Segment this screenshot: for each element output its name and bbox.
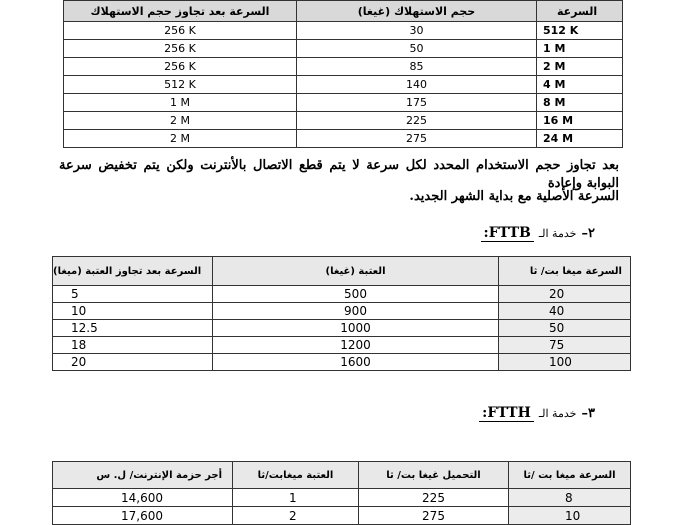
header-speed: السرعة <box>537 1 623 22</box>
header-speed: السرعة ميغا بت/ ثا <box>499 257 631 286</box>
table-row <box>53 337 631 354</box>
cell-volume: 175 <box>297 94 537 112</box>
header-volume: حجم الاستهلاك (غيغا) <box>297 1 537 22</box>
cell-speed: 20 <box>499 286 631 303</box>
table-row <box>53 507 631 525</box>
section-colon: : <box>483 225 489 241</box>
table-header-row <box>53 257 631 286</box>
cell-download: 225 <box>359 489 509 507</box>
cell-volume: 225 <box>297 112 537 130</box>
cell-speed-after: 512 K <box>64 76 297 94</box>
header-speed-after: السرعة بعد تجاوز حجم الاستهلاك <box>64 1 297 22</box>
note-paragraph-line-2: السرعة الأصلية مع بداية الشهر الجديد. <box>409 189 619 204</box>
section-number: ٢– <box>581 226 595 241</box>
cell-speed-after: 256 K <box>64 40 297 58</box>
fttb-table <box>52 256 631 371</box>
table-row <box>64 112 623 130</box>
cell-threshold: 500 <box>213 286 499 303</box>
cell-speed-after: 256 K <box>64 22 297 40</box>
cell-speed: 75 <box>499 337 631 354</box>
table-row <box>53 303 631 320</box>
cell-fee: 14,600 <box>53 489 233 507</box>
table-row <box>64 22 623 40</box>
cell-volume: 275 <box>297 130 537 148</box>
cell-threshold: 1200 <box>213 337 499 354</box>
cell-fee: 17,600 <box>53 507 233 525</box>
cell-speed: 512 K <box>537 22 623 40</box>
cell-speed: 16 M <box>537 112 623 130</box>
table-row <box>64 58 623 76</box>
header-speed: السرعة ميغا بت /ثا <box>509 462 631 489</box>
cell-threshold: 1000 <box>213 320 499 337</box>
cell-speed-after: 10 <box>53 303 213 320</box>
header-threshold: العتبة (غيغا) <box>213 257 499 286</box>
header-speed-after-threshold: السرعة بعد تجاوز العتبة (ميغا) <box>53 257 213 286</box>
cell-threshold: 2 <box>233 507 359 525</box>
cell-speed-after: 20 <box>53 354 213 371</box>
ftth-table <box>52 461 631 525</box>
cell-speed-after: 1 M <box>64 94 297 112</box>
cell-speed: 8 <box>509 489 631 507</box>
cell-threshold: 1 <box>233 489 359 507</box>
cell-speed: 50 <box>499 320 631 337</box>
table-row <box>64 94 623 112</box>
table-row <box>53 354 631 371</box>
cell-speed: 40 <box>499 303 631 320</box>
cell-speed: 2 M <box>537 58 623 76</box>
cell-speed-after: 18 <box>53 337 213 354</box>
cell-volume: 85 <box>297 58 537 76</box>
section-number: ٣– <box>581 406 595 421</box>
section-prefix: خدمة الـ <box>538 227 577 240</box>
section-name-text: FTTB <box>488 225 531 241</box>
cell-download: 275 <box>359 507 509 525</box>
cell-threshold: 900 <box>213 303 499 320</box>
table-header-row <box>64 1 623 22</box>
header-threshold: العتبة ميغابت/ثا <box>233 462 359 489</box>
cell-speed-after: 2 M <box>64 130 297 148</box>
section-prefix: خدمة الـ <box>538 407 577 420</box>
cell-speed: 24 M <box>537 130 623 148</box>
consumption-speed-table <box>63 0 623 148</box>
cell-speed: 100 <box>499 354 631 371</box>
section-name <box>479 405 534 422</box>
header-download: التحميل غيغا بت/ ثا <box>359 462 509 489</box>
cell-speed-after: 12.5 <box>53 320 213 337</box>
note-paragraph-line-1: بعد تجاوز حجم الاستخدام المحدد لكل سرعة لا يتم قطع الاتصال بالأنترنت ولكن يتم تخفيض سرعة البوابة وإعادة <box>59 158 619 191</box>
table-row <box>53 489 631 507</box>
section-name <box>481 225 534 242</box>
table-row <box>53 320 631 337</box>
table-row <box>64 130 623 148</box>
table-header-row <box>53 462 631 489</box>
cell-speed: 8 M <box>537 94 623 112</box>
table-row <box>64 76 623 94</box>
cell-volume: 140 <box>297 76 537 94</box>
cell-volume: 30 <box>297 22 537 40</box>
cell-threshold: 1600 <box>213 354 499 371</box>
cell-speed-after: 256 K <box>64 58 297 76</box>
cell-volume: 50 <box>297 40 537 58</box>
table-row <box>53 286 631 303</box>
section-heading-fttb <box>481 222 595 241</box>
header-fee: أجر حزمة الإنترنت/ ل. س <box>53 462 233 489</box>
table-row <box>64 40 623 58</box>
section-colon: : <box>482 405 488 421</box>
section-heading-ftth <box>479 402 595 421</box>
cell-speed-after: 2 M <box>64 112 297 130</box>
cell-speed-after: 5 <box>53 286 213 303</box>
cell-speed: 1 M <box>537 40 623 58</box>
cell-speed: 4 M <box>537 76 623 94</box>
section-name-text: FTTH <box>487 405 531 421</box>
cell-speed: 10 <box>509 507 631 525</box>
